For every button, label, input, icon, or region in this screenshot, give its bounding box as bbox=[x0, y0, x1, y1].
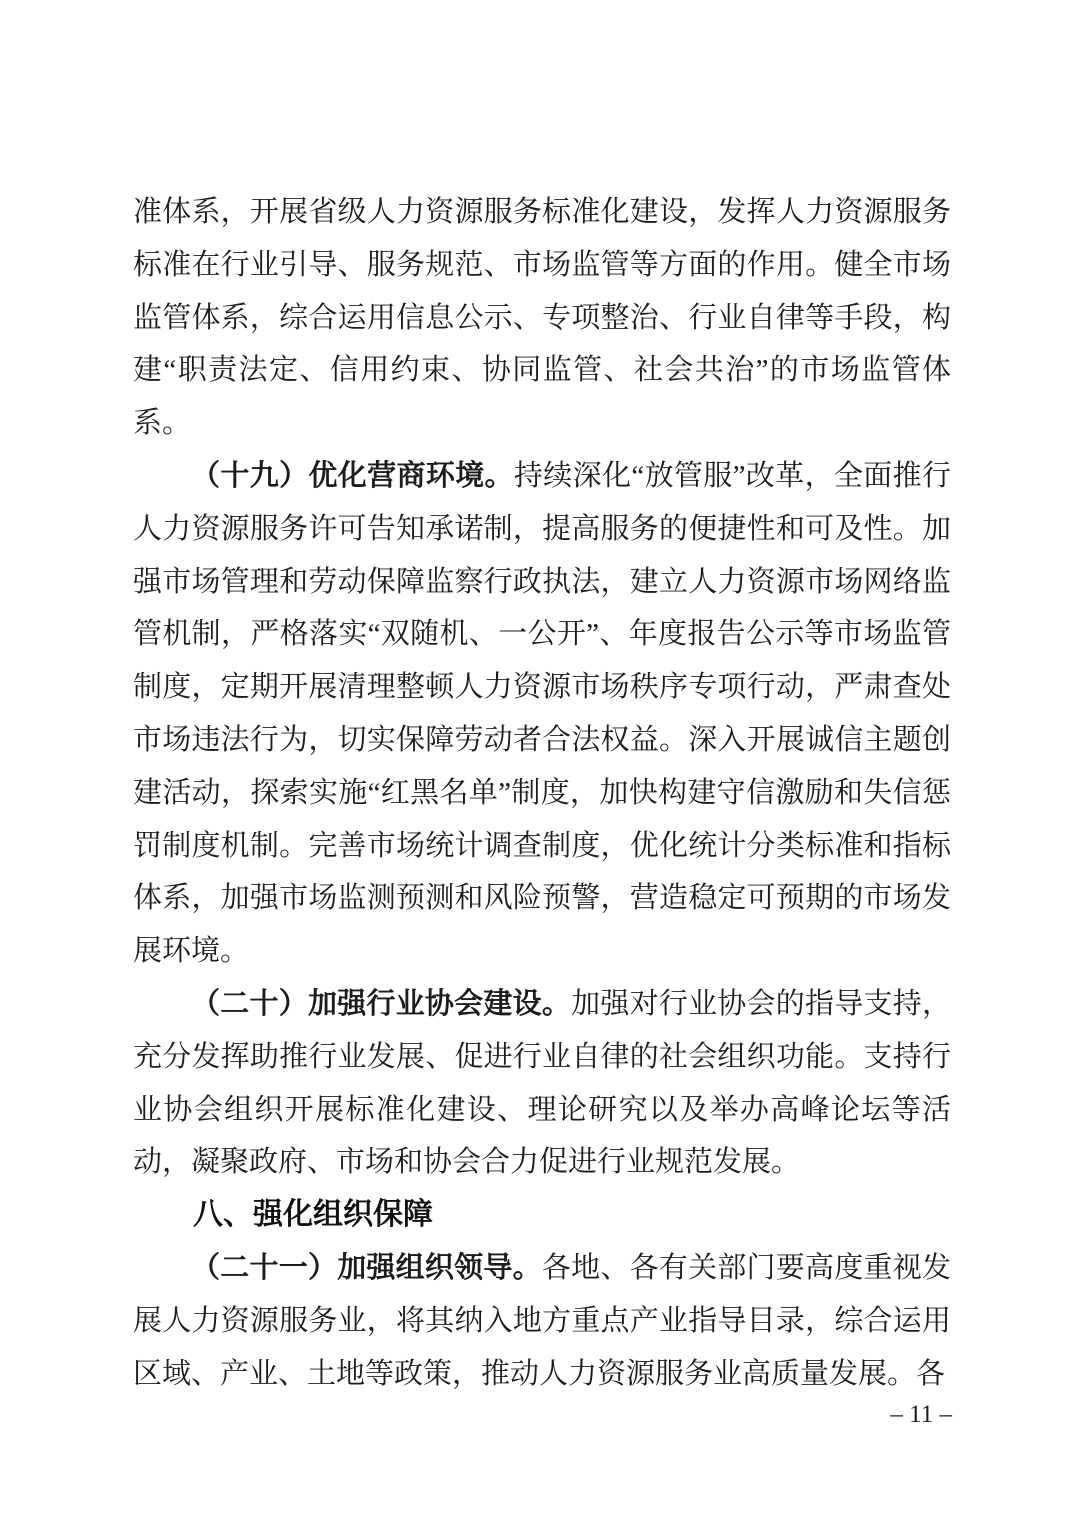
paragraph-item-20 bbox=[133, 978, 951, 1189]
paragraph-lead: （十九）优化营商环境。 bbox=[191, 459, 514, 492]
document-text-block bbox=[133, 186, 951, 1400]
paragraph-body: 加强对行业协会的指导支持，充分发挥助推行业发展、促进行业自律的社会组织功能。支持行业协会组织开展标准化建设、理论研究以及举办高峰论坛等活动，凝聚政府、市场和协会合力促进行业规范发展。 bbox=[133, 987, 951, 1179]
paragraph-lead: （二十）加强行业协会建设。 bbox=[191, 987, 572, 1020]
paragraph-body: 持续深化“放管服”改革，全面推行人力资源服务许可告知承诺制，提高服务的便捷性和可及性。加强市场管理和劳动保障监察行政执法，建立人力资源市场网络监管机制，严格落实“双随机、一公开”、年度报告公示等市场监管制度，定期开展清理整顿人力资源市场秩序专项行动，严肃查处市场违法行为，切实保障劳动者合法权益。深入开展诚信主题创建活动，探索实施“红黑名单”制度，加快构建守信激励和失信惩罚制度机制。完善市场统计调查制度，优化统计分类标准和指标体系，加强市场监测预测和风险预警，营造稳定可预期的市场发展环境。 bbox=[133, 459, 951, 968]
section-heading: 八、强化组织保障 bbox=[193, 1198, 433, 1232]
paragraph-continuation bbox=[133, 186, 951, 450]
paragraph-item-19 bbox=[133, 450, 951, 978]
paragraph-body: 准体系，开展省级人力资源服务标准化建设，发挥人力资源服务标准在行业引导、服务规范、市场监管等方面的作用。健全市场监管体系，综合运用信息公示、专项整治、行业自律等手段，构建“职责法定、信用约束、协同监管、社会共治”的市场监管体系。 bbox=[133, 196, 951, 440]
page-number: – 11 – bbox=[890, 1401, 952, 1428]
paragraph-item-21 bbox=[133, 1242, 951, 1400]
paragraph-body: 各地、各有关部门要高度重视发展人力资源服务业，将其纳入地方重点产业指导目录，综合运用区域、产业、土地等政策，推动人力资源服务业高质量发展。各 bbox=[133, 1251, 951, 1390]
paragraph-lead: （二十一）加强组织领导。 bbox=[191, 1251, 542, 1284]
